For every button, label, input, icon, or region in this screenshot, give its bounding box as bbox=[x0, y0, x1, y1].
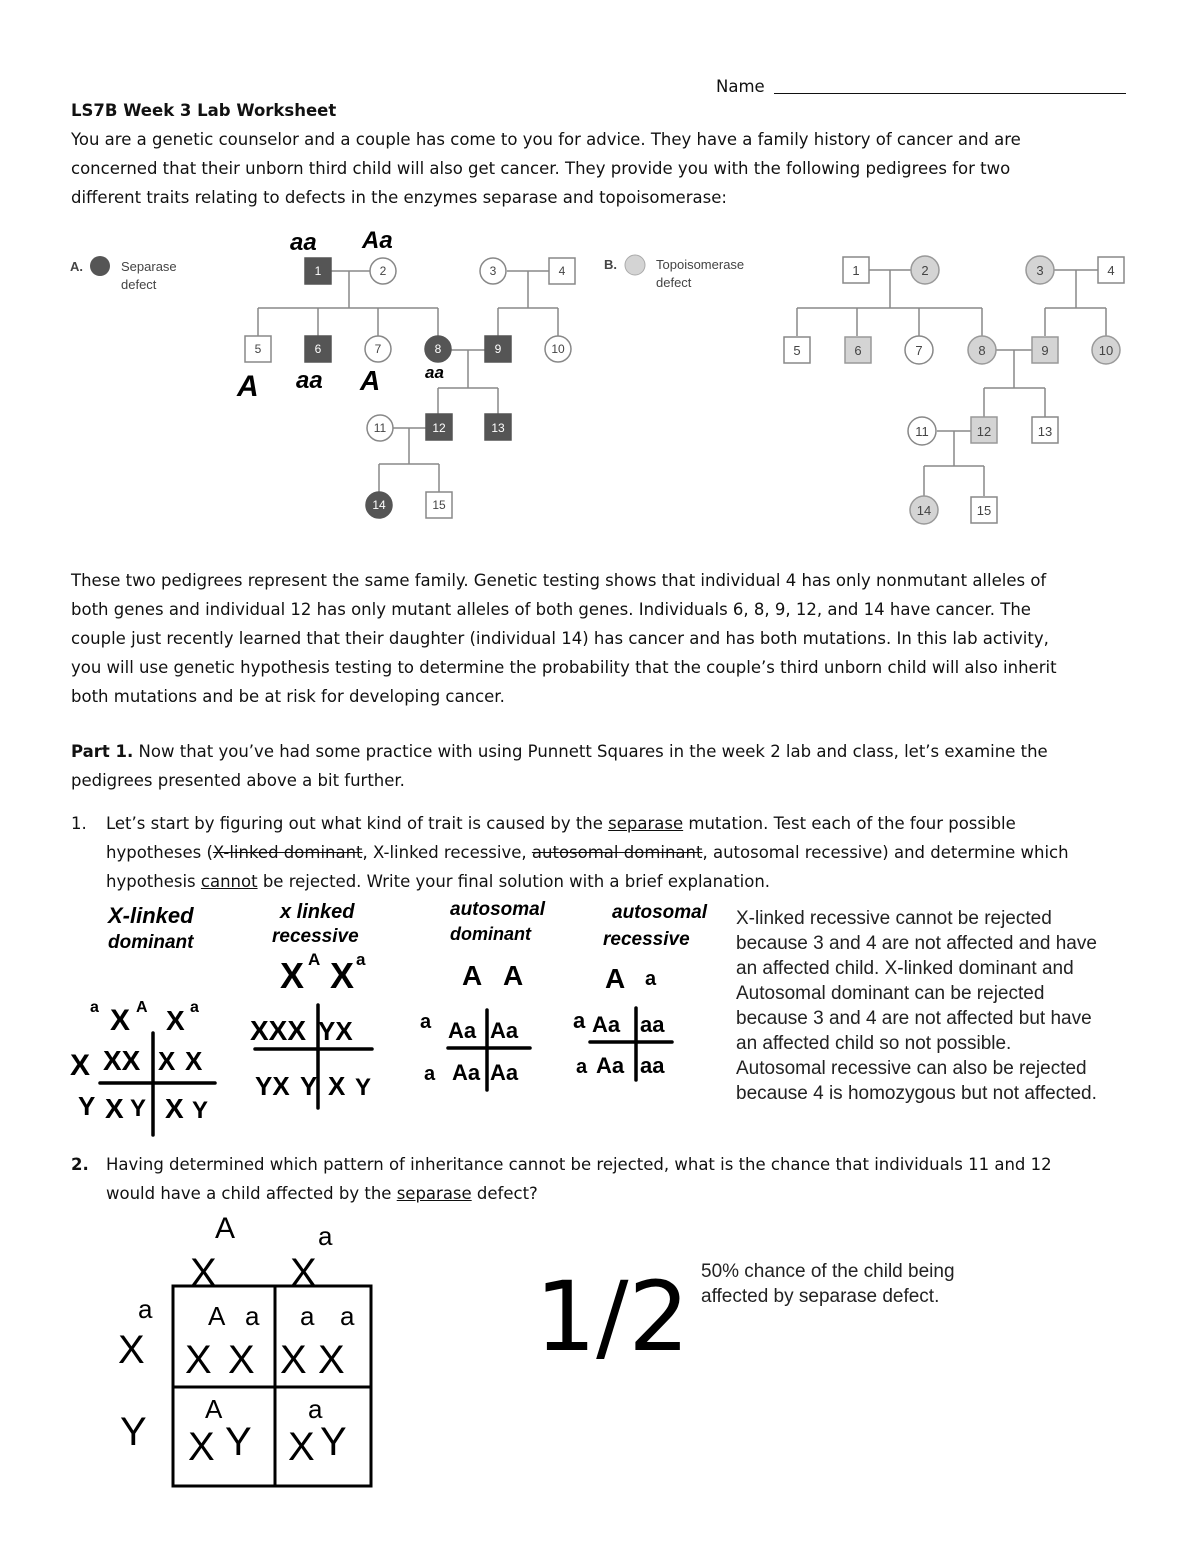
num-a2: 2 bbox=[379, 264, 387, 278]
svg-text:A: A bbox=[208, 1301, 226, 1331]
part1-text: Now that you’ve had some practice with using Punnett Squares in the week 2 lab and class, let’s examine the bbox=[133, 742, 1048, 761]
pedigree-b-legend bbox=[604, 255, 744, 290]
num-a9: 9 bbox=[494, 342, 502, 356]
svg-text:X: X bbox=[190, 1251, 217, 1295]
q1-text: be rejected. Write your final solution with a brief explanation. bbox=[257, 872, 771, 891]
q1-struck-xld: X-linked dominant bbox=[212, 843, 363, 862]
pedigree-b-numbers bbox=[793, 263, 1114, 518]
svg-text:X: X bbox=[280, 1338, 307, 1382]
context-paragraph bbox=[71, 566, 1161, 711]
context-line: couple just recently learned that their daughter (individual 14) has cancer and has both mutations. In this lab activity, bbox=[71, 629, 1049, 648]
svg-text:X: X bbox=[105, 1093, 124, 1124]
hw-h3a: autosomal bbox=[450, 899, 546, 920]
svg-text:A: A bbox=[136, 999, 148, 1016]
q1-answer-line: X-linked recessive cannot be rejected bbox=[736, 908, 1052, 929]
question-2-number: 2. bbox=[71, 1155, 89, 1174]
name-line bbox=[774, 75, 1126, 94]
svg-text:a: a bbox=[90, 999, 99, 1016]
svg-text:X: X bbox=[290, 1251, 317, 1295]
q1-answer-line: Autosomal recessive can also be rejected bbox=[736, 1058, 1087, 1079]
q1-separase: separase bbox=[608, 814, 684, 833]
num-b13: 13 bbox=[1037, 424, 1053, 439]
question-1-answer bbox=[736, 906, 1156, 1106]
svg-text:X: X bbox=[165, 1093, 184, 1124]
svg-text:a: a bbox=[645, 968, 657, 990]
svg-text:Y: Y bbox=[130, 1095, 147, 1122]
svg-text:Aa: Aa bbox=[448, 1018, 477, 1043]
svg-text:a: a bbox=[318, 1221, 333, 1251]
intro-paragraph bbox=[71, 125, 1151, 212]
num-a5: 5 bbox=[254, 342, 262, 356]
hw-i6: aa bbox=[296, 367, 323, 394]
num-b2: 2 bbox=[921, 263, 929, 278]
num-b14: 14 bbox=[916, 503, 932, 518]
question-1-number: 1. bbox=[71, 814, 87, 833]
svg-text:XX: XX bbox=[103, 1045, 141, 1076]
q2-answer-line: affected by separase defect. bbox=[701, 1286, 940, 1307]
svg-text:X: X bbox=[228, 1338, 255, 1382]
svg-text:Y: Y bbox=[355, 1074, 372, 1101]
num-a7: 7 bbox=[374, 342, 382, 356]
legend-b-letter: B. bbox=[604, 257, 617, 272]
q1-text: Let’s start by figuring out what kind of trait is caused by the bbox=[106, 814, 609, 833]
q1-text: mutation. Test each of the four possible bbox=[683, 814, 1016, 833]
svg-text:X: X bbox=[166, 1005, 185, 1036]
hw-i8: aa bbox=[425, 363, 444, 382]
legend-b-line2: defect bbox=[656, 275, 692, 290]
q2-answer-line: 50% chance of the child being bbox=[701, 1261, 955, 1282]
pedigree-b-symbols bbox=[784, 256, 1124, 524]
context-line: both genes and individual 12 has only mutant alleles of both genes. Individuals 6, 8, 9, 12, and 14 have cancer. The bbox=[71, 600, 1031, 619]
legend-b-swatch bbox=[625, 255, 645, 275]
context-line: both mutations and be at risk for developing cancer. bbox=[71, 687, 505, 706]
hw-h4b: recessive bbox=[603, 929, 690, 950]
intro-line: different traits relating to defects in the enzymes separase and topoisomerase: bbox=[71, 188, 727, 207]
num-b6: 6 bbox=[854, 343, 862, 358]
num-a15: 15 bbox=[432, 498, 446, 512]
svg-text:Y: Y bbox=[192, 1097, 209, 1124]
svg-text:X: X bbox=[288, 1425, 315, 1469]
q2-fraction: 1/2 bbox=[535, 1261, 690, 1373]
hw-i7: A bbox=[360, 365, 381, 396]
svg-text:a: a bbox=[190, 999, 199, 1016]
legend-a-line2: defect bbox=[121, 277, 157, 292]
part1-text-2: pedigrees presented above a bit further. bbox=[71, 771, 405, 790]
q1-answer-line: Autosomal dominant can be rejected bbox=[736, 983, 1045, 1004]
intro-line: You are a genetic counselor and a couple has come to you for advice. They have a family history of cancer and are bbox=[71, 130, 1021, 149]
svg-text:Aa: Aa bbox=[490, 1018, 519, 1043]
num-b5: 5 bbox=[793, 343, 801, 358]
svg-text:X: X bbox=[185, 1338, 212, 1382]
svg-text:a: a bbox=[245, 1301, 260, 1331]
svg-text:YX: YX bbox=[255, 1071, 290, 1101]
svg-text:Y: Y bbox=[120, 1410, 147, 1454]
q2-text: would have a child affected by the bbox=[106, 1184, 397, 1203]
svg-text:A: A bbox=[503, 960, 524, 991]
hw-i5: A bbox=[237, 370, 259, 403]
hw-h3b: dominant bbox=[450, 924, 531, 944]
legend-a-swatch bbox=[90, 256, 110, 276]
svg-text:A: A bbox=[215, 1212, 236, 1245]
num-a8: 8 bbox=[434, 342, 442, 356]
q2-separase: separase bbox=[396, 1184, 472, 1203]
question-2-answer bbox=[701, 1259, 1081, 1309]
num-b11: 11 bbox=[915, 424, 929, 439]
svg-text:A: A bbox=[605, 963, 626, 994]
svg-text:a: a bbox=[308, 1394, 323, 1424]
part1-label: Part 1. bbox=[71, 742, 134, 761]
pedigree-a-symbols bbox=[245, 258, 575, 518]
svg-text:a: a bbox=[300, 1301, 315, 1331]
hw-h2a: x linked bbox=[280, 901, 355, 923]
num-a14: 14 bbox=[372, 498, 386, 512]
svg-text:Aa: Aa bbox=[452, 1060, 481, 1085]
svg-text:a: a bbox=[138, 1294, 153, 1324]
svg-text:A: A bbox=[462, 960, 483, 991]
num-a10: 10 bbox=[551, 342, 565, 356]
q1-cannot: cannot bbox=[200, 872, 258, 891]
svg-text:X: X bbox=[158, 1046, 176, 1076]
num-b1: 1 bbox=[852, 263, 860, 278]
q1-text: hypotheses ( bbox=[106, 843, 213, 862]
svg-text:X: X bbox=[185, 1046, 203, 1076]
q1-answer-line: because 3 and 4 are not affected but have bbox=[736, 1008, 1092, 1029]
svg-text:Y: Y bbox=[225, 1420, 252, 1464]
num-b15: 15 bbox=[976, 503, 992, 518]
q2-text: defect? bbox=[471, 1184, 538, 1203]
num-a4: 4 bbox=[558, 264, 566, 278]
num-a11: 11 bbox=[373, 421, 387, 435]
num-a1: 1 bbox=[314, 264, 322, 278]
svg-text:Aa: Aa bbox=[592, 1012, 621, 1037]
svg-text:a: a bbox=[424, 1063, 436, 1085]
hw-i1: aa bbox=[290, 229, 317, 256]
pedigree-a-legend bbox=[70, 256, 177, 292]
hw-i2: Aa bbox=[362, 227, 393, 254]
svg-text:aa: aa bbox=[640, 1012, 665, 1037]
svg-text:X: X bbox=[328, 1071, 346, 1101]
name-field[interactable] bbox=[716, 72, 1126, 101]
pedigree-b-lines bbox=[797, 270, 1106, 496]
svg-text:Aa: Aa bbox=[490, 1060, 519, 1085]
num-a3: 3 bbox=[489, 264, 497, 278]
svg-text:A: A bbox=[308, 950, 321, 969]
q1-struck-ad: autosomal dominant bbox=[531, 843, 703, 862]
hw-h2b: recessive bbox=[272, 926, 359, 947]
svg-text:X: X bbox=[188, 1425, 215, 1469]
num-a6: 6 bbox=[314, 342, 322, 356]
hw-h1a: X-linked bbox=[108, 903, 194, 928]
name-label: Name bbox=[716, 77, 765, 96]
svg-text:X: X bbox=[280, 955, 305, 996]
svg-text:a: a bbox=[576, 1056, 588, 1078]
svg-text:X: X bbox=[110, 1004, 131, 1037]
svg-text:X: X bbox=[70, 1049, 91, 1082]
num-b8: 8 bbox=[978, 343, 986, 358]
num-b3: 3 bbox=[1036, 263, 1044, 278]
legend-a-letter: A. bbox=[70, 259, 83, 274]
svg-text:A: A bbox=[205, 1394, 223, 1424]
num-b9: 9 bbox=[1041, 343, 1049, 358]
legend-b-line1: Topoisomerase bbox=[656, 257, 745, 272]
svg-text:a: a bbox=[356, 950, 366, 969]
question-1-prompt bbox=[106, 809, 1166, 896]
svg-text:X: X bbox=[330, 955, 355, 996]
num-b12: 12 bbox=[976, 424, 992, 439]
pedigree-figure bbox=[0, 220, 1200, 540]
num-b10: 10 bbox=[1098, 343, 1114, 358]
legend-a-line1: Separase bbox=[121, 259, 177, 274]
q1-text: , autosomal recessive) and determine which bbox=[702, 843, 1069, 862]
hw-h1b: dominant bbox=[108, 932, 194, 953]
q1-text: , X-linked recessive, bbox=[362, 843, 532, 862]
pedigree-a-handwriting bbox=[236, 227, 444, 403]
svg-text:Y: Y bbox=[320, 1420, 347, 1464]
num-a13: 13 bbox=[491, 421, 505, 435]
q2-punnett-square bbox=[100, 1200, 420, 1500]
svg-text:X: X bbox=[118, 1328, 145, 1372]
svg-text:XXX: XXX bbox=[250, 1015, 307, 1046]
page-title: LS7B Week 3 Lab Worksheet bbox=[71, 101, 337, 120]
q1-answer-line: because 3 and 4 are not affected and have bbox=[736, 933, 1097, 954]
svg-text:aa: aa bbox=[640, 1053, 665, 1078]
svg-text:Aa: Aa bbox=[596, 1053, 625, 1078]
svg-text:a: a bbox=[573, 1008, 586, 1033]
num-b7: 7 bbox=[915, 343, 923, 358]
svg-text:Y: Y bbox=[78, 1091, 96, 1121]
context-line: you will use genetic hypothesis testing to determine the probability that the couple’s third unborn child will also inherit bbox=[71, 658, 1057, 677]
q1-answer-line: an affected child so not possible. bbox=[736, 1033, 1012, 1054]
svg-text:YX: YX bbox=[318, 1016, 353, 1046]
num-b4: 4 bbox=[1107, 263, 1115, 278]
q1-answer-line: an affected child. X-linked dominant and bbox=[736, 958, 1074, 979]
q1-handwritten-work bbox=[60, 890, 730, 1140]
q1-answer-line: because 4 is homozygous but not affected. bbox=[736, 1083, 1097, 1104]
context-line: These two pedigrees represent the same family. Genetic testing shows that individual 4 has only nonmutant alleles of bbox=[71, 571, 1047, 590]
svg-text:Y: Y bbox=[300, 1071, 318, 1101]
intro-line: concerned that their unborn third child will also get cancer. They provide you with the following pedigrees for two bbox=[71, 159, 1011, 178]
svg-text:a: a bbox=[340, 1301, 355, 1331]
num-a12: 12 bbox=[432, 421, 446, 435]
q2-line: Having determined which pattern of inheritance cannot be rejected, what is the chance that individuals 11 and 12 bbox=[106, 1155, 1052, 1174]
hw-h4a: autosomal bbox=[612, 902, 708, 923]
svg-text:a: a bbox=[420, 1011, 432, 1033]
q1-text: hypothesis bbox=[106, 872, 201, 891]
part1-intro bbox=[71, 737, 1161, 795]
svg-text:X: X bbox=[318, 1338, 345, 1382]
